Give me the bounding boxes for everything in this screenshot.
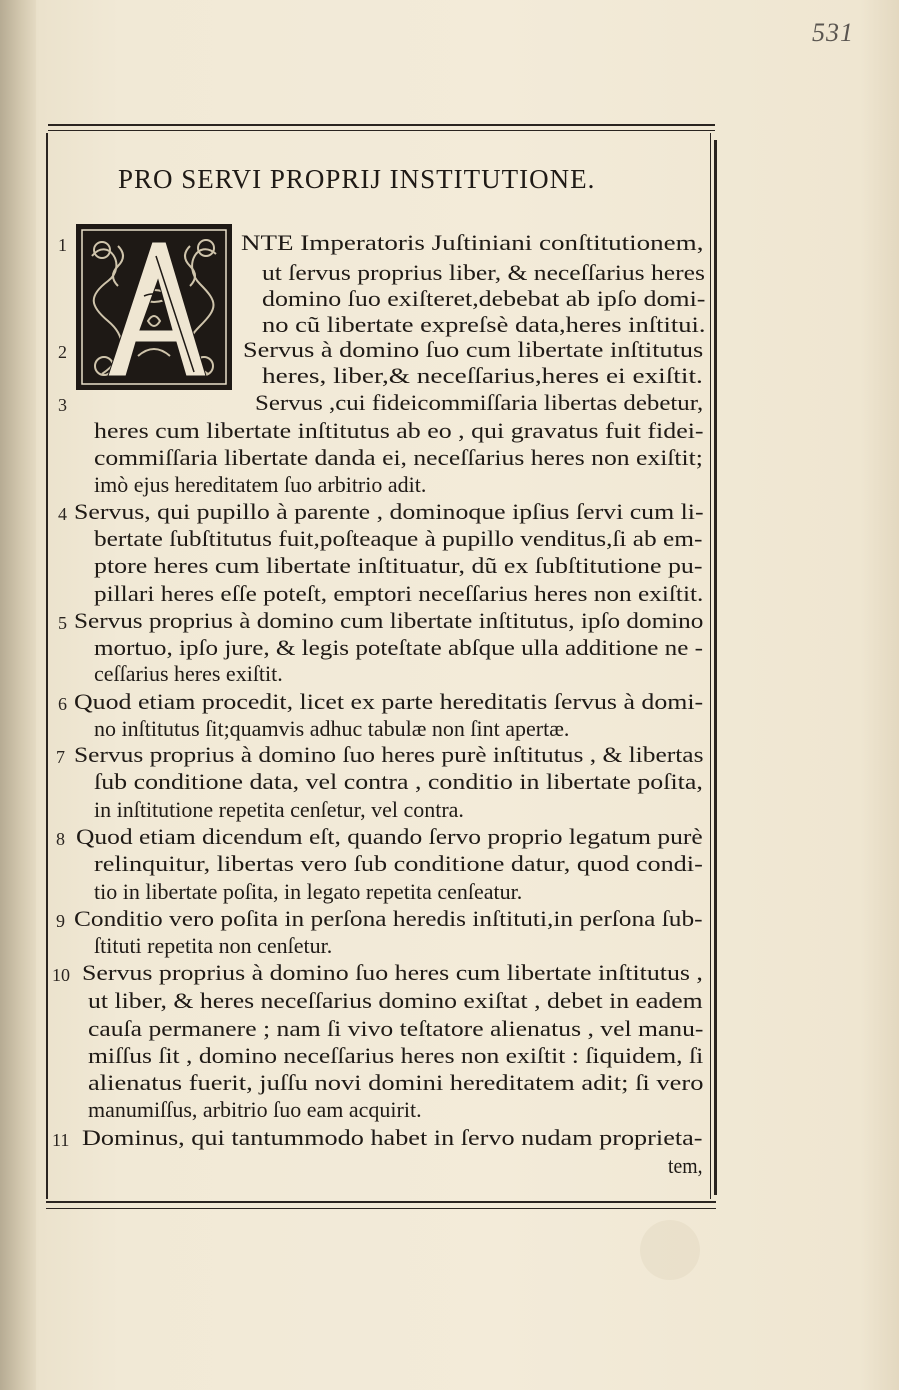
text-line: heres cum libertate inſtitutus ab eo , qui gravatus fuit fidei- [94, 418, 704, 443]
margin-number: 5 [58, 613, 67, 633]
text-line: bertate ſubſtitutus fuit,poſteaque à pupillo venditus,ſi ab em- [94, 526, 703, 551]
text-line: cauſa permanere ; nam ſi vivo teſtatore alienatus , vel manu- [88, 1016, 704, 1041]
folio-number: 531 [812, 18, 854, 47]
text-line: Dominus, qui tantummodo habet in ſervo nudam proprieta- [82, 1125, 703, 1150]
decorated-initial [76, 224, 232, 390]
text-line: commiſſaria libertate danda ei, neceſſarius heres non exiſtit; [94, 445, 703, 470]
text-line: imò ejus hereditatem ſuo arbitrio adit. [94, 472, 427, 497]
text-line: ceſſarius heres exiſtit. [94, 661, 283, 686]
text-line: ut ſervus proprius liber, & neceſſarius heres [262, 260, 705, 285]
decorated-initial-art [78, 226, 230, 388]
text-line: ptore heres cum libertate inſtituatur, dũ ex ſubſtitutione pu- [94, 553, 703, 578]
text-line: ſub conditione data, vel contra , conditio in libertate poſita, [94, 769, 703, 794]
text-line: tio in libertate poſita, in legato repetita cenſeatur. [94, 879, 523, 904]
text-line: Servus ,cui fideicommiſſaria libertas debetur, [255, 390, 704, 415]
frame-right-rule [714, 140, 717, 1195]
margin-number: 9 [56, 911, 65, 931]
bottom-rule-thin [46, 1208, 716, 1209]
text-line: relinquitur, libertas vero ſub conditione datur, quod condi- [94, 851, 703, 876]
text-line: miſſus ſit , domino neceſſarius heres non exiſtit : ſiquidem, ſi [88, 1043, 704, 1068]
text-line: domino ſuo exiſteret,debebat ab ipſo domi- [262, 286, 706, 311]
text-line: Servus proprius à domino ſuo heres cum libertate inſtitutus , [82, 960, 703, 985]
margin-number: 4 [58, 504, 67, 524]
margin-number: 1 [58, 235, 67, 255]
text-line: in inſtitutione repetita cenſetur, vel contra. [94, 797, 464, 822]
text-line: Servus à domino ſuo cum libertate inſtitutus [243, 337, 704, 362]
text-line: ut liber, & heres neceſſarius domino exiſtat , debet in eadem [88, 988, 703, 1013]
text-line: tem, [668, 1153, 703, 1178]
text-line: no inſtitutus ſit;quamvis adhuc tabulæ non ſint apertæ. [94, 716, 570, 741]
page-heading: PRO SERVI PROPRIJ INSTITUTIONE. [118, 164, 596, 194]
text-line: Quod etiam dicendum eſt, quando ſervo proprio legatum purè [76, 824, 703, 849]
margin-number: 7 [56, 747, 65, 767]
top-rule-thin [48, 130, 715, 131]
margin-number: 8 [56, 829, 65, 849]
text-line: alienatus fuerit, juſſu novi domini hereditatem adit; ſi vero [88, 1070, 704, 1095]
text-line: manumiſſus, arbitrio ſuo eam acquirit. [88, 1097, 422, 1122]
margin-number: 10 [52, 965, 70, 985]
text-line: no cũ libertate expreſsè data,heres inſtitui. [262, 312, 706, 337]
margin-number: 3 [58, 395, 67, 415]
text-line: Conditio vero poſita in perſona heredis inſtituti,in perſona ſub- [74, 906, 703, 931]
margin-number: 6 [58, 694, 67, 714]
text-line: ſtituti repetita non cenſetur. [94, 933, 333, 958]
margin-number: 11 [52, 1130, 70, 1150]
text-line: Servus, qui pupillo à parente , dominoque ipſius ſervi cum li- [74, 499, 704, 524]
bottom-rule [46, 1201, 716, 1203]
text-line: Servus proprius à domino cum libertate inſtitutus, ipſo domino [74, 608, 704, 633]
margin-number: 2 [58, 342, 67, 362]
text-line: pillari heres eſſe poteſt, emptori neceſſarius heres non exiſtit. [94, 581, 704, 606]
top-rule [48, 124, 715, 126]
text-line: mortuo, ipſo jure, & legis poteſtate abſque ulla additione ne - [94, 635, 703, 660]
paper-stain [640, 1220, 700, 1280]
text-line: heres, liber,& neceſſarius,heres ei exiſtit. [262, 363, 703, 388]
text-line: NTE Imperatoris Juſtiniani conſtitutionem, [241, 230, 704, 255]
text-line: Quod etiam procedit, licet ex parte hereditatis ſervus à domi- [74, 689, 704, 714]
page-gutter [0, 0, 36, 1390]
text-line: Servus proprius à domino ſuo heres purè inſtitutus , & libertas [74, 742, 704, 767]
